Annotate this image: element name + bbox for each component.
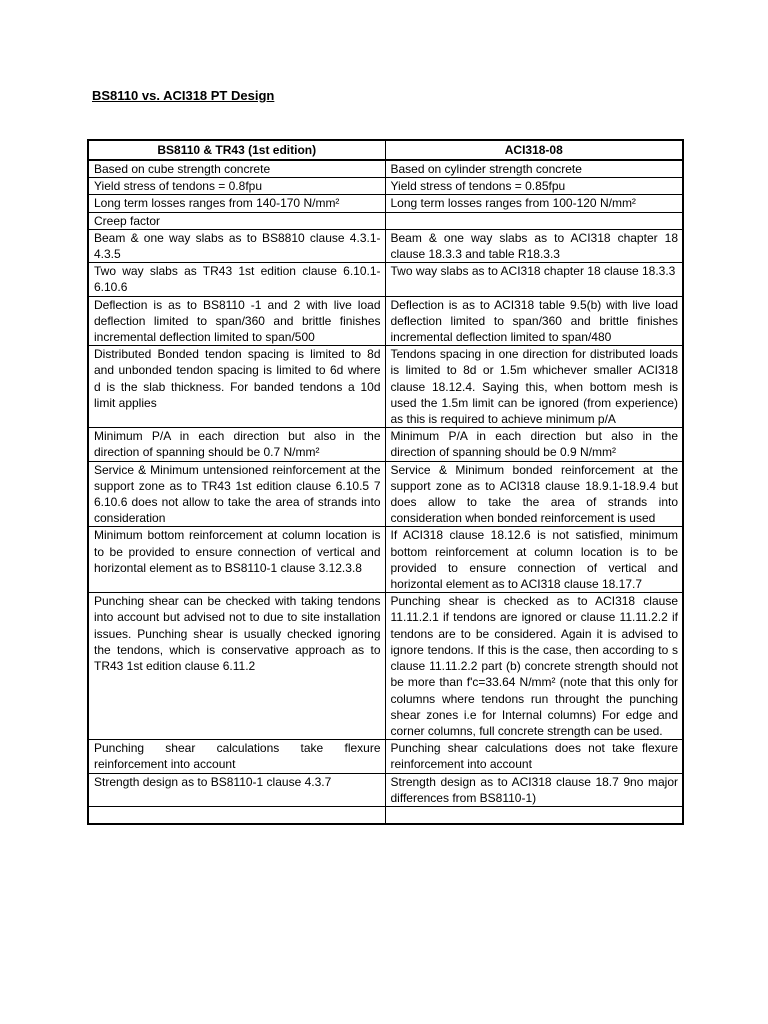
aci318-cell: Minimum P/A in each direction but also in the direction of spanning should be 0.9 N/mm² bbox=[385, 428, 683, 461]
aci318-cell: Based on cylinder strength concrete bbox=[385, 160, 683, 178]
aci318-cell bbox=[385, 212, 683, 229]
table-row bbox=[88, 178, 683, 195]
column-header-aci318: ACI318-08 bbox=[385, 140, 683, 160]
aci318-cell: Two way slabs as to ACI318 chapter 18 clause 18.3.3 bbox=[385, 263, 683, 296]
table-row bbox=[88, 773, 683, 806]
aci318-cell: If ACI318 clause 18.12.6 is not satisfied, minimum bottom reinforcement at column location is to be provided to ensure connection of vertical and horizontal element as to ACI318 clause 18.17.7 bbox=[385, 527, 683, 593]
table-row bbox=[88, 195, 683, 212]
table-row bbox=[88, 229, 683, 262]
aci318-cell: Tendons spacing in one direction for distributed loads is limited to 8d or 1.5m whichever smaller ACI318 clause 18.12.4. Saying this, when bottom mesh is used the 1.5m limit can be ignored (from experience) as this is required to achieve minimum p/A bbox=[385, 346, 683, 428]
aci318-cell: Long term losses ranges from 100-120 N/mm² bbox=[385, 195, 683, 212]
table-row bbox=[88, 296, 683, 346]
aci318-cell: Service & Minimum bonded reinforcement at the support zone as to ACI318 clause 18.9.1-18.9.4 but does allow to take the area of strands into consideration when bonded reinforcement is used bbox=[385, 461, 683, 527]
bs8110-cell: Deflection is as to BS8110 -1 and 2 with live load deflection limited to span/360 and brittle finishes incremental deflection limited to span/500 bbox=[88, 296, 385, 346]
column-header-bs8110: BS8110 & TR43 (1st edition) bbox=[88, 140, 385, 160]
bs8110-cell: Yield stress of tendons = 0.8fpu bbox=[88, 178, 385, 195]
bs8110-cell: Minimum P/A in each direction but also in the direction of spanning should be 0.7 N/mm² bbox=[88, 428, 385, 461]
bs8110-cell: Service & Minimum untensioned reinforcement at the support zone as to TR43 1st edition clause 6.10.5 7 6.10.6 does not allow to take the area of strands into consideration bbox=[88, 461, 385, 527]
aci318-cell: Deflection is as to ACI318 table 9.5(b) with live load deflection limited to span/360 and brittle finishes incremental deflection limited to span/480 bbox=[385, 296, 683, 346]
table-row bbox=[88, 346, 683, 428]
table-row bbox=[88, 527, 683, 593]
bs8110-cell: Punching shear calculations take flexure reinforcement into account bbox=[88, 740, 385, 773]
aci318-cell: Beam & one way slabs as to ACI318 chapter 18 clause 18.3.3 and table R18.3.3 bbox=[385, 229, 683, 262]
aci318-cell: Punching shear calculations does not take flexure reinforcement into account bbox=[385, 740, 683, 773]
bs8110-cell: Beam & one way slabs as to BS8810 clause 4.3.1-4.3.5 bbox=[88, 229, 385, 262]
table-header-row bbox=[88, 140, 683, 160]
table-row-empty bbox=[88, 806, 683, 824]
bs8110-cell: Two way slabs as TR43 1st edition clause 6.10.1-6.10.6 bbox=[88, 263, 385, 296]
table-row bbox=[88, 212, 683, 229]
aci318-cell: Punching shear is checked as to ACI318 clause 11.11.2.1 if tendons are ignored or clause 11.11.2.2 if tendons are to be considered. Again it is advised to ignore tendons. If this is the case, then according to s clause 11.11.2.2 part (b) concrete strength should not be more than f'c=33.64 N/mm² (note that this only for columns where tendons run throught the punching shear zones i.e for Internal columns) For edge and corner columns, full concrete strength can be used. bbox=[385, 593, 683, 740]
bs8110-cell: Distributed Bonded tendon spacing is limited to 8d and unbonded tendon spacing is limited to 6d where d is the slab thickness. For banded tendons a 10d limit applies bbox=[88, 346, 385, 428]
bs8110-cell: Creep factor bbox=[88, 212, 385, 229]
bs8110-cell: Minimum bottom reinforcement at column location is to be provided to ensure connection of vertical and horizontal element as to BS8110-1 clause 3.12.3.8 bbox=[88, 527, 385, 593]
bs8110-cell: Punching shear can be checked with taking tendons into account but advised not to due to site installation issues. Punching shear is usually checked ignoring the tendons, which is conservative approach as to TR43 1st edition clause 6.11.2 bbox=[88, 593, 385, 740]
document-title: BS8110 vs. ACI318 PT Design bbox=[92, 88, 275, 103]
aci318-cell bbox=[385, 806, 683, 824]
aci318-cell: Yield stress of tendons = 0.85fpu bbox=[385, 178, 683, 195]
table-row bbox=[88, 593, 683, 740]
bs8110-cell: Long term losses ranges from 140-170 N/mm² bbox=[88, 195, 385, 212]
aci318-cell: Strength design as to ACI318 clause 18.7 9no major differences from BS8110-1) bbox=[385, 773, 683, 806]
table-row bbox=[88, 263, 683, 296]
table-row bbox=[88, 461, 683, 527]
table-row bbox=[88, 740, 683, 773]
table-row bbox=[88, 160, 683, 178]
table-row bbox=[88, 428, 683, 461]
bs8110-cell: Based on cube strength concrete bbox=[88, 160, 385, 178]
comparison-table bbox=[87, 139, 684, 825]
bs8110-cell bbox=[88, 806, 385, 824]
bs8110-cell: Strength design as to BS8110-1 clause 4.3.7 bbox=[88, 773, 385, 806]
